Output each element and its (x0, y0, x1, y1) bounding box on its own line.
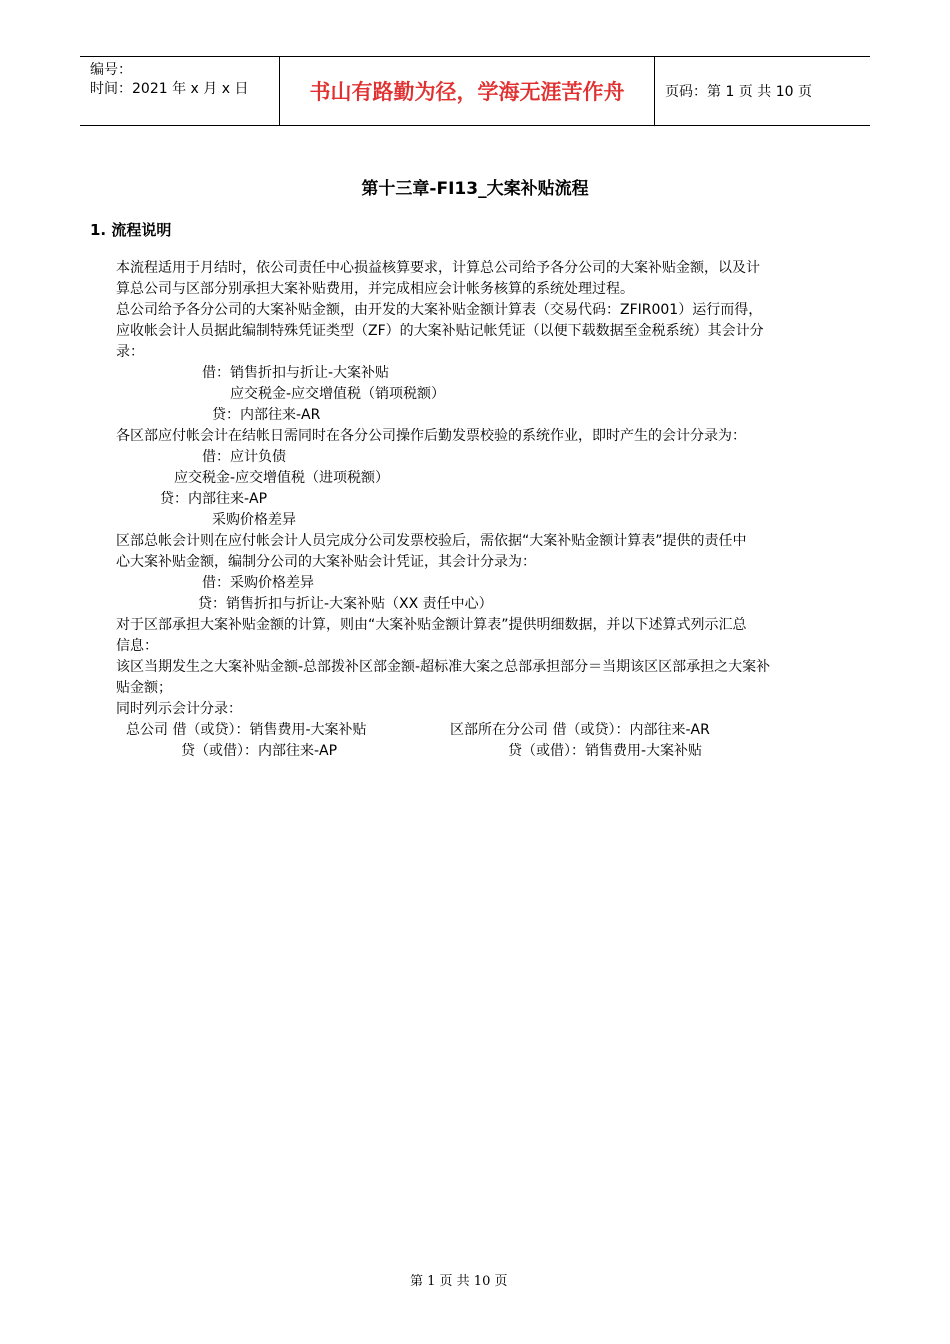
entry-line: 贷：销售折扣与折让-大案补贴（XX 责任中心） (198, 596, 493, 612)
page-footer: 第 1 页 共 10 页 (410, 1274, 508, 1289)
body-line: 录： (116, 344, 144, 360)
entry-line: 借：销售折扣与折让-大案补贴 (202, 365, 390, 381)
body-line: 应收帐会计人员据此编制特殊凭证类型（ZF）的大案补贴记帐凭证（以便下载数据至金税系统）其会计分 (116, 323, 764, 339)
entry-line: 贷（或借）：内部往来-AP (181, 743, 338, 759)
page-header (80, 56, 870, 126)
body-line: 贴金额； (116, 680, 172, 696)
body-line: 该区当期发生之大案补贴金额-总部拨补区部金额-超标准大案之总部承担部分＝当期该区区部承担之大案补 (116, 659, 771, 675)
entry-line: 应交税金-应交增值税（销项税额） (230, 386, 446, 402)
body-line: 总公司给予各分公司的大案补贴金额，由开发的大案补贴金额计算表（交易代码：ZFIR001）运行而得， (116, 302, 763, 318)
body-line: 算总公司与区部分别承担大案补贴费用，并完成相应会计帐务核算的系统处理过程。 (116, 281, 634, 297)
entry-line: 应交税金-应交增值税（进项税额） (174, 470, 390, 486)
header-motto: 书山有路勤为径，学海无涯苦作舟 (280, 57, 655, 125)
header-page-info: 页码：第 1 页 共 10 页 (665, 84, 812, 100)
chapter-title: 第十三章-FI13_大案补贴流程 (361, 179, 589, 199)
header-meta (80, 57, 280, 125)
entry-line: 贷（或借）：销售费用-大案补贴 (508, 743, 703, 759)
entry-line: 总公司 借（或贷）：销售费用-大案补贴 (126, 722, 367, 738)
entry-line: 贷：内部往来-AR (212, 407, 321, 423)
body-line: 心大案补贴金额，编制分公司的大案补贴会计凭证，其会计分录为： (116, 554, 536, 570)
body-line: 区部总帐会计则在应付帐会计人员完成分公司发票校验后，需依据“大案补贴金额计算表”提供的责任中 (116, 533, 747, 549)
body-line: 同时列示会计分录： (116, 701, 242, 717)
entry-line: 借：应计负债 (202, 449, 286, 465)
entry-line: 采购价格差异 (212, 512, 296, 528)
number-label: 编号： (90, 62, 132, 78)
body-line: 信息： (116, 638, 158, 654)
section-heading: 1. 流程说明 (90, 221, 172, 239)
entry-line: 贷：内部往来-AP (160, 491, 268, 507)
body-line: 各区部应付帐会计在结帐日需同时在各分公司操作后勤发票校验的系统作业，即时产生的会计分录为： (116, 428, 746, 444)
entry-line: 区部所在分公司 借（或贷）：内部往来-AR (450, 722, 710, 738)
time-label: 时间：2021 年 x 月 x 日 (90, 81, 249, 97)
entry-line: 借：采购价格差异 (202, 575, 314, 591)
body-line: 本流程适用于月结时，依公司责任中心损益核算要求，计算总公司给予各分公司的大案补贴金额，以及计 (116, 260, 760, 276)
body-line: 对于区部承担大案补贴金额的计算，则由“大案补贴金额计算表”提供明细数据，并以下述算式列示汇总 (116, 617, 747, 633)
